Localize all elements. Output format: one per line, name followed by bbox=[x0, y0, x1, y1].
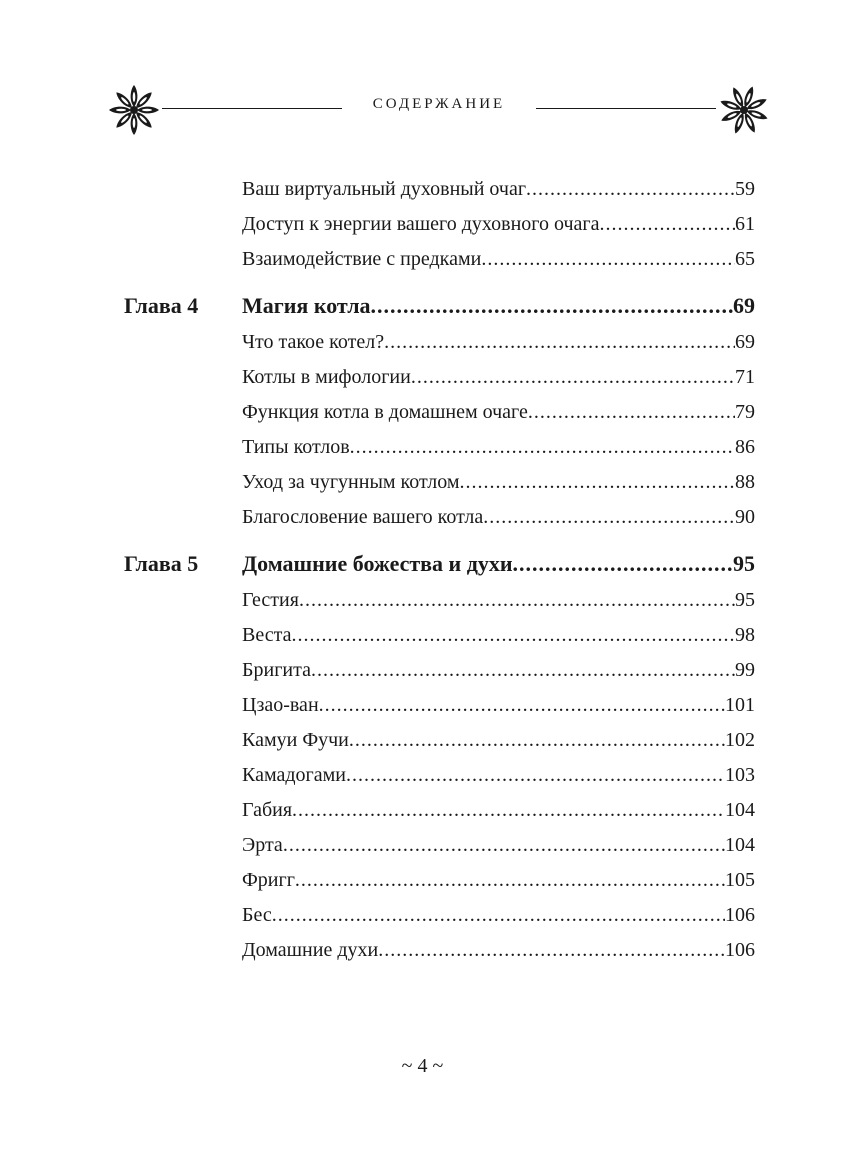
entry-title: Веста bbox=[242, 624, 292, 646]
entry-page-number: 98 bbox=[735, 624, 755, 646]
toc-entry[interactable] bbox=[0, 430, 845, 465]
toc-entry[interactable] bbox=[0, 898, 845, 933]
header-rule-right bbox=[536, 108, 716, 109]
anise-star-icon bbox=[108, 84, 160, 136]
entry-line bbox=[242, 758, 755, 793]
dot-leader bbox=[350, 430, 735, 465]
toc-entry[interactable] bbox=[0, 828, 845, 863]
entry-title: Домашние божества и духи bbox=[242, 551, 513, 576]
entry-title: Котлы в мифологии bbox=[242, 366, 411, 388]
entry-line bbox=[242, 933, 755, 968]
toc-entry[interactable] bbox=[0, 618, 845, 653]
entry-page-number: 79 bbox=[735, 401, 755, 423]
entry-line bbox=[242, 545, 755, 583]
entry-line bbox=[242, 172, 755, 207]
entry-page-number: 90 bbox=[735, 506, 755, 528]
entry-line bbox=[242, 395, 755, 430]
toc-chapter-entry[interactable] bbox=[0, 545, 845, 583]
entry-page-number: 104 bbox=[725, 799, 755, 821]
dot-leader bbox=[513, 545, 733, 583]
dot-leader bbox=[319, 688, 725, 723]
entry-line bbox=[242, 360, 755, 395]
entry-title: Доступ к энергии вашего духовного очага bbox=[242, 213, 600, 235]
entry-page-number: 95 bbox=[733, 551, 755, 576]
toc-entry[interactable] bbox=[0, 360, 845, 395]
entry-page-number: 105 bbox=[725, 869, 755, 891]
entry-page-number: 102 bbox=[725, 729, 755, 751]
page-number: ~ 4 ~ bbox=[401, 1055, 444, 1077]
entry-page-number: 101 bbox=[725, 694, 755, 716]
entry-title: Домашние духи bbox=[242, 939, 379, 961]
entry-page-number: 59 bbox=[735, 178, 755, 200]
dot-leader bbox=[481, 242, 735, 277]
entry-line bbox=[242, 465, 755, 500]
entry-line bbox=[242, 583, 755, 618]
header-title: СОДЕРЖАНИЕ bbox=[372, 96, 506, 112]
chapter-label: Глава 4 bbox=[124, 293, 199, 318]
entry-line bbox=[242, 723, 755, 758]
dot-leader bbox=[459, 465, 735, 500]
entry-title: Камадогами bbox=[242, 764, 346, 786]
dot-leader bbox=[295, 863, 725, 898]
dot-leader bbox=[311, 653, 735, 688]
toc-chapter-entry[interactable] bbox=[0, 287, 845, 325]
dot-leader bbox=[299, 583, 735, 618]
entry-title: Функция котла в домашнем очаге bbox=[242, 401, 528, 423]
entry-title: Бригита bbox=[242, 659, 311, 681]
entry-page-number: 69 bbox=[733, 293, 755, 318]
dot-leader bbox=[346, 758, 725, 793]
toc-entry[interactable] bbox=[0, 242, 845, 277]
toc-entry[interactable] bbox=[0, 500, 845, 535]
entry-title: Благословение вашего котла bbox=[242, 506, 484, 528]
toc-entry[interactable] bbox=[0, 723, 845, 758]
entry-title: Гестия bbox=[242, 589, 299, 611]
toc-entry[interactable] bbox=[0, 583, 845, 618]
entry-line bbox=[242, 500, 755, 535]
chapter-label: Глава 5 bbox=[124, 551, 199, 576]
toc-entry[interactable] bbox=[0, 465, 845, 500]
entry-page-number: 103 bbox=[725, 764, 755, 786]
entry-title: Взаимодействие с предками bbox=[242, 248, 482, 270]
entry-title: Цзао-ван bbox=[242, 694, 319, 716]
entry-title: Ваш виртуальный духовный очаг bbox=[242, 178, 527, 200]
toc-entry[interactable] bbox=[0, 758, 845, 793]
entry-line bbox=[242, 242, 755, 277]
toc-entry[interactable] bbox=[0, 933, 845, 968]
dot-leader bbox=[384, 325, 735, 360]
entry-page-number: 86 bbox=[735, 436, 755, 458]
entry-line bbox=[242, 688, 755, 723]
dot-leader bbox=[600, 207, 736, 242]
entry-line bbox=[242, 863, 755, 898]
entry-page-number: 65 bbox=[735, 248, 755, 270]
entry-title: Типы котлов bbox=[242, 436, 350, 458]
entry-line bbox=[242, 618, 755, 653]
dot-leader bbox=[483, 500, 735, 535]
entry-page-number: 95 bbox=[735, 589, 755, 611]
entry-page-number: 61 bbox=[735, 213, 755, 235]
toc-entry[interactable] bbox=[0, 207, 845, 242]
entry-line bbox=[242, 325, 755, 360]
entry-page-number: 106 bbox=[725, 904, 755, 926]
entry-line bbox=[242, 287, 755, 325]
entry-title: Фригг bbox=[242, 869, 295, 891]
toc-entry[interactable] bbox=[0, 653, 845, 688]
entry-line bbox=[242, 898, 755, 933]
toc-entry[interactable] bbox=[0, 172, 845, 207]
entry-title: Камуи Фучи bbox=[242, 729, 349, 751]
dot-leader bbox=[378, 933, 725, 968]
entry-line bbox=[242, 828, 755, 863]
entry-title: Габия bbox=[242, 799, 293, 821]
entry-page-number: 99 bbox=[735, 659, 755, 681]
entry-line bbox=[242, 430, 755, 465]
entry-line bbox=[242, 653, 755, 688]
dot-leader bbox=[292, 793, 725, 828]
toc-entry[interactable] bbox=[0, 688, 845, 723]
toc-entry[interactable] bbox=[0, 793, 845, 828]
dot-leader bbox=[291, 618, 735, 653]
entry-title: Уход за чугунным котлом bbox=[242, 471, 460, 493]
entry-title: Бес bbox=[242, 904, 272, 926]
entry-title: Что такое котел? bbox=[242, 331, 385, 353]
toc-entry[interactable] bbox=[0, 325, 845, 360]
entry-page-number: 104 bbox=[725, 834, 755, 856]
dot-leader bbox=[526, 172, 735, 207]
entry-page-number: 69 bbox=[735, 331, 755, 353]
entry-page-number: 71 bbox=[735, 366, 755, 388]
entry-title: Магия котла bbox=[242, 293, 371, 318]
dot-leader bbox=[272, 898, 725, 933]
entry-title: Эрта bbox=[242, 834, 283, 856]
entry-line bbox=[242, 793, 755, 828]
entry-page-number: 88 bbox=[735, 471, 755, 493]
dot-leader bbox=[411, 360, 735, 395]
table-of-contents bbox=[0, 172, 845, 968]
running-header bbox=[0, 80, 845, 140]
dot-leader bbox=[283, 828, 725, 863]
entry-line bbox=[242, 207, 755, 242]
toc-entry[interactable] bbox=[0, 395, 845, 430]
anise-star-icon bbox=[718, 84, 770, 136]
header-rule-left bbox=[162, 108, 342, 109]
toc-entry[interactable] bbox=[0, 863, 845, 898]
entry-page-number: 106 bbox=[725, 939, 755, 961]
dot-leader bbox=[349, 723, 725, 758]
dot-leader bbox=[371, 287, 733, 325]
dot-leader bbox=[528, 395, 735, 430]
